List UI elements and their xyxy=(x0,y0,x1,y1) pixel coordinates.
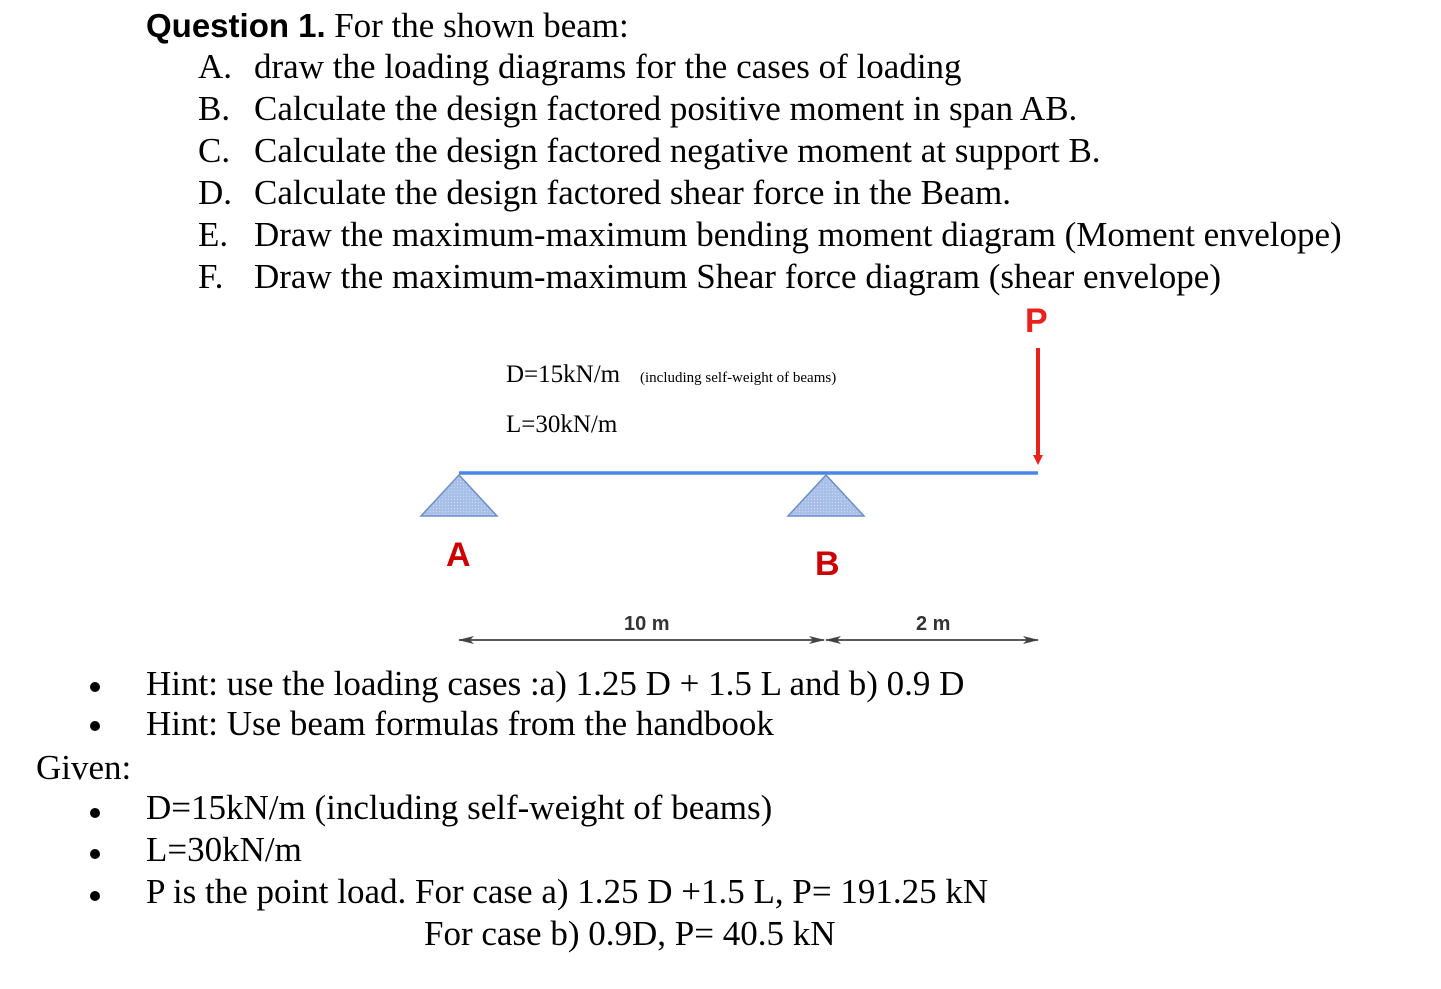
given-item: L=30kN/m xyxy=(146,830,302,869)
live-load-label: L=30kN/m xyxy=(506,411,618,438)
overhang-dimension-label: 2 m xyxy=(916,613,951,635)
bullet-icon xyxy=(90,808,100,818)
point-load-label: P xyxy=(1025,302,1048,340)
task-text: Draw the maximum-maximum bending moment diagram (Moment envelope) xyxy=(254,215,1342,254)
task-text: draw the loading diagrams for the cases of loading xyxy=(254,47,962,86)
question-intro: For the shown beam: xyxy=(334,6,629,45)
task-item xyxy=(198,89,1077,129)
task-letter: C. xyxy=(198,131,231,170)
given-continuation: For case b) 0.9D, P= 40.5 kN xyxy=(424,914,836,953)
hint-item: Hint: Use beam formulas from the handbook xyxy=(146,704,774,743)
bullet-icon xyxy=(90,891,100,901)
hint-item: Hint: use the loading cases :a) 1.25 D + 1.5 L and b) 0.9 D xyxy=(146,664,965,703)
bullet-icon xyxy=(90,721,100,731)
task-text: Draw the maximum-maximum Shear force diagram (shear envelope) xyxy=(254,257,1221,296)
question-number: Question 1. xyxy=(146,7,326,44)
task-letter: A. xyxy=(198,47,233,86)
task-letter: F. xyxy=(198,257,224,296)
task-text: Calculate the design factored positive moment in span AB. xyxy=(254,89,1078,128)
beam-diagram xyxy=(0,290,1441,660)
task-text: Calculate the design factored negative moment at support B. xyxy=(254,131,1101,170)
question-heading xyxy=(146,6,629,46)
support-a-label: A xyxy=(446,536,471,574)
given-item: D=15kN/m (including self-weight of beams) xyxy=(146,788,773,827)
support-b-triangle xyxy=(788,475,864,516)
dead-load-label: D=15kN/m xyxy=(506,361,621,388)
dead-load-note: (including self-weight of beams) xyxy=(640,370,837,386)
support-b-label: B xyxy=(815,545,840,583)
task-item xyxy=(198,131,1101,171)
bullet-icon xyxy=(90,682,100,692)
given-item: P is the point load. For case a) 1.25 D +1.5 L, P= 191.25 kN xyxy=(146,872,989,911)
task-text: Calculate the design factored shear force in the Beam. xyxy=(254,173,1012,212)
task-letter: E. xyxy=(198,215,229,254)
task-letter: B. xyxy=(198,89,231,128)
given-label: Given: xyxy=(36,748,132,787)
task-item xyxy=(198,173,1011,213)
task-item xyxy=(198,215,1342,255)
bullet-icon xyxy=(90,849,100,859)
task-letter: D. xyxy=(198,173,233,212)
task-item xyxy=(198,47,962,87)
span-ab-dimension-label: 10 m xyxy=(624,613,670,635)
support-a-triangle xyxy=(421,475,497,516)
